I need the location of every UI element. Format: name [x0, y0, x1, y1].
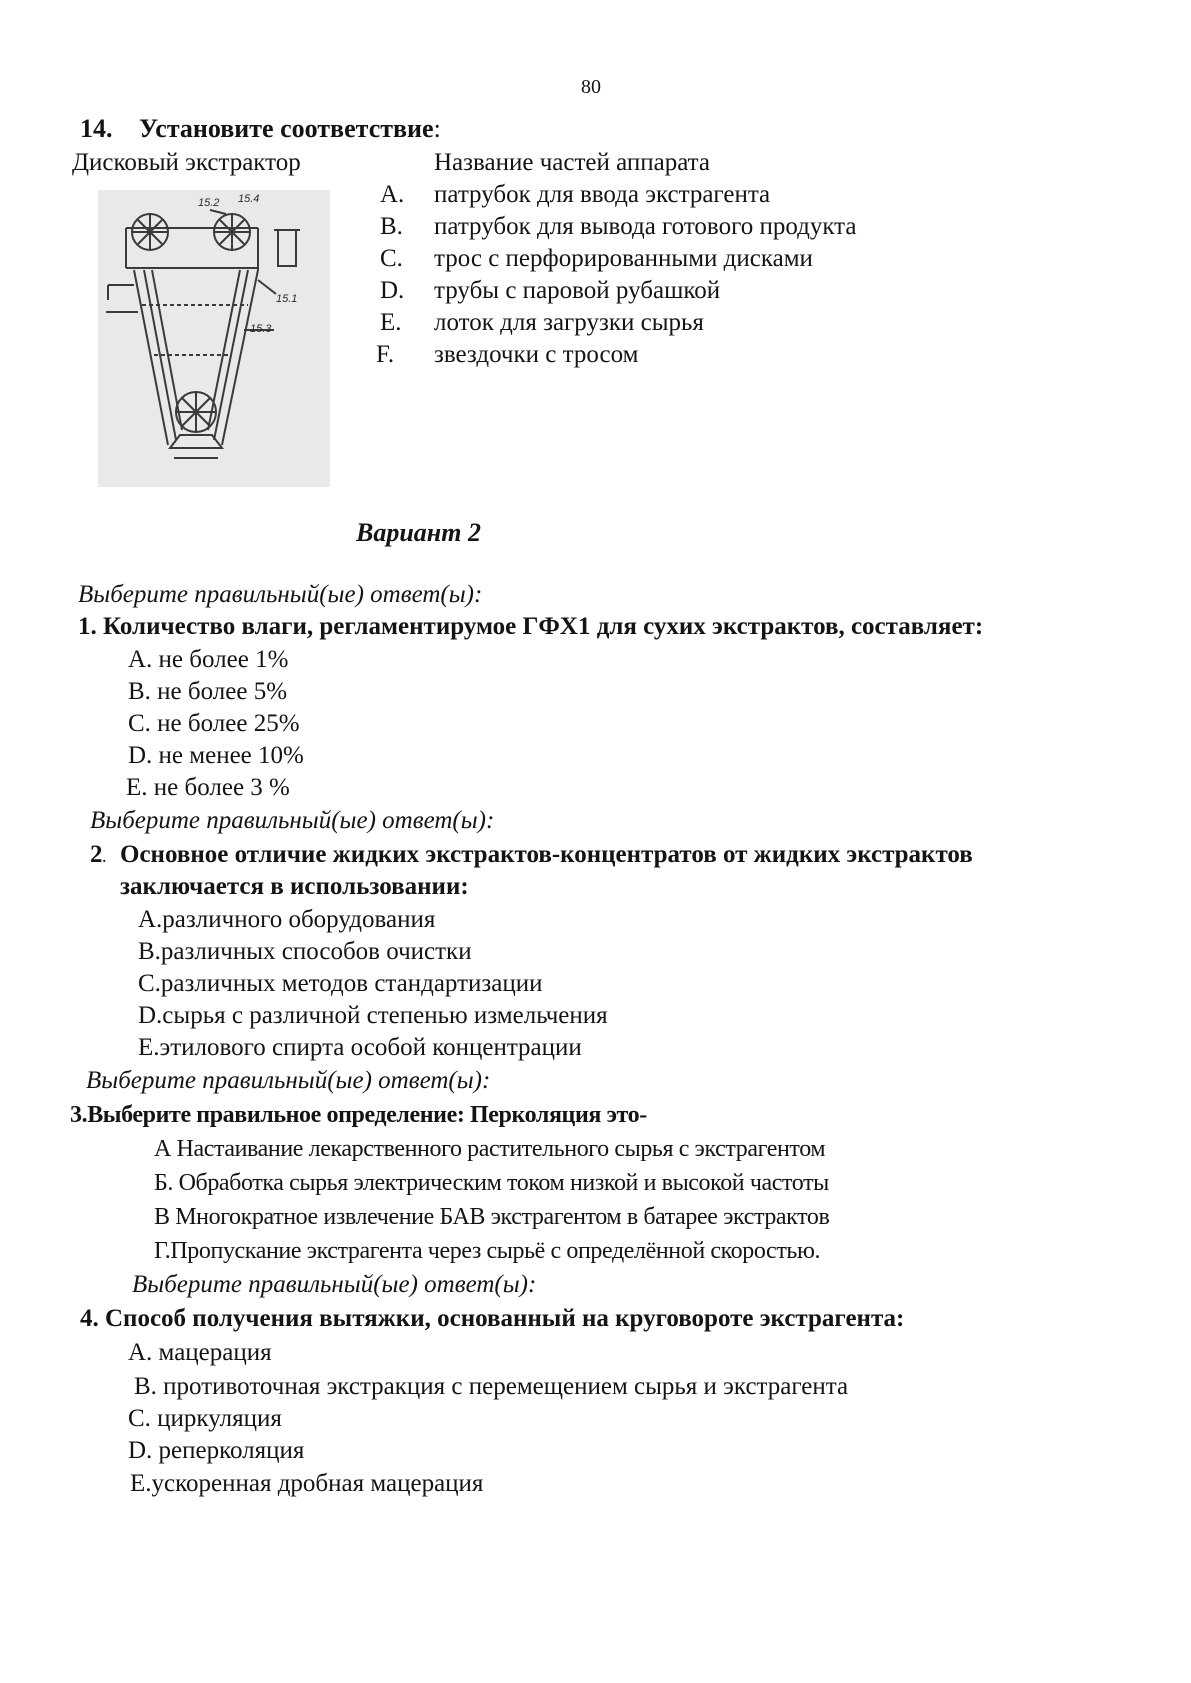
q14-option-letter: D.: [380, 277, 405, 304]
q2-number: [90, 840, 106, 874]
page-number: 80: [581, 76, 601, 98]
disc-extractor-figure: [98, 190, 330, 487]
q4-text: 4. Способ получения вытяжки, основанный на круговороте экстрагента:: [80, 1305, 905, 1332]
q14-option-text: звездочки с тросом: [434, 341, 639, 368]
answer-instruction: Выберите правильный(ые) ответ(ы):: [132, 1271, 537, 1298]
q14-option-letter: B.: [380, 213, 403, 240]
q14-option-letter: E.: [380, 309, 402, 336]
q14-heading: [80, 114, 441, 144]
q14-number: 14.: [80, 114, 113, 143]
q3-option: Г.Пропускание экстрагента через сырьё с определённой скоростью.: [154, 1238, 821, 1264]
q1-option: D. не менее 10%: [128, 742, 304, 769]
q3-option: В Многократное извлечение БАВ экстрагентом в батарее экстрактов: [154, 1204, 830, 1230]
q2-text-line2: заключается в использовании:: [120, 873, 469, 900]
q14-option-letter: C.: [380, 245, 403, 272]
q4-option: А. мацерация: [128, 1339, 272, 1366]
q14-option-text: трубы с паровой рубашкой: [434, 277, 721, 304]
q1-option: В. не более 5%: [128, 678, 288, 705]
q4-option: В. противоточная экстракция с перемещением сырья и экстрагента: [134, 1373, 849, 1400]
figure-label-15-4: 15.4: [238, 193, 260, 205]
q2-option: D.сырья с различной степенью измельчения: [138, 1002, 608, 1029]
q14-option-text: патрубок для ввода экстрагента: [434, 181, 771, 208]
q14-right-header: Название частей аппарата: [434, 149, 711, 176]
figure-label-15-2: 15.2: [198, 197, 220, 209]
q2-number-mark: .: [102, 851, 106, 866]
q3-option: А Настаивание лекарственного растительного сырья с экстрагентом: [154, 1136, 826, 1162]
q14-option-letter: F.: [376, 341, 395, 368]
q4-option: Е.ускоренная дробная мацерация: [130, 1470, 484, 1497]
q14-title-colon: :: [433, 114, 441, 143]
q14-option-letter: A.: [380, 181, 405, 208]
q4-option: D. реперколяция: [128, 1437, 305, 1464]
q14-title: Установите соответствие: [139, 114, 434, 143]
q4-option: С. циркуляция: [128, 1405, 282, 1432]
q1-option: С. не более 25%: [128, 710, 300, 737]
q2-option: С.различных методов стандартизации: [138, 970, 543, 997]
q1-option: А. не более 1%: [128, 646, 289, 673]
q2-option: В.различных способов очистки: [138, 938, 472, 965]
answer-instruction: Выберите правильный(ые) ответ(ы):: [78, 581, 483, 608]
variant-title: Вариант 2: [356, 518, 481, 547]
q2-text-line1: Основное отличие жидких экстрактов-концентратов от жидких экстрактов: [120, 841, 973, 868]
answer-instruction: Выберите правильный(ые) ответ(ы):: [90, 807, 495, 834]
q3-option: Б. Обработка сырья электрическим током низкой и высокой частоты: [154, 1170, 829, 1196]
q14-option-text: трос с перфорированными дисками: [434, 245, 813, 272]
disc-extractor-drawing: [98, 190, 330, 487]
q1-text: 1. Количество влаги, регламентирумое ГФХ1 для сухих экстрактов, составляет:: [78, 613, 984, 640]
q2-option: А.различного оборудования: [138, 906, 436, 933]
figure-label-15-1: 15.1: [276, 293, 298, 305]
q3-text: 3.Выберите правильное определение: Перколяция это-: [70, 1102, 647, 1128]
q2-option: Е.этилового спирта особой концентрации: [138, 1034, 582, 1061]
q14-left-header: Дисковый экстрактор: [72, 149, 301, 176]
answer-instruction: Выберите правильный(ые) ответ(ы):: [86, 1067, 491, 1094]
q14-option-text: патрубок для вывода готового продукта: [434, 213, 857, 240]
q14-option-text: лоток для загрузки сырья: [434, 309, 704, 336]
q2-number-digit: 2: [90, 841, 103, 868]
figure-label-15-3: 15.3: [250, 323, 272, 335]
q1-option: Е. не более 3 %: [126, 774, 290, 801]
